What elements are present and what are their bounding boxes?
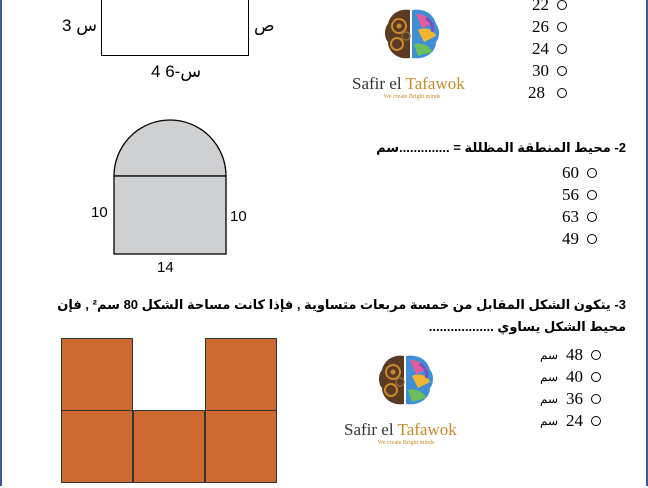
option-value: 56 [562,185,579,204]
option-unit: سم [540,414,559,428]
q2-option[interactable] [562,162,597,184]
q2-shaded-figure [110,118,230,258]
q2-question [206,140,626,156]
radio-bullet[interactable] [587,212,597,222]
q3-option[interactable] [540,388,601,410]
brain-gear-icon [352,4,472,72]
logo-wordmark: Safir el Tafawok [352,74,465,93]
q1-option[interactable] [528,82,567,104]
radio-bullet[interactable] [587,234,597,244]
question-text: يتكون الشكل المقابل من خمسة مربعات متساوية , فإذا كانت مساحة الشكل 80 سم² , فإن محيط الشكل يساوي .................. [57,297,626,334]
q1-option[interactable] [532,0,567,16]
radio-bullet[interactable] [591,416,601,426]
option-value: 40 [566,367,584,386]
square [205,410,277,483]
page-left-border [0,0,2,486]
q3-option[interactable] [540,410,601,432]
radio-bullet[interactable] [557,0,567,10]
q3-question [46,294,626,338]
radio-bullet[interactable] [587,190,597,200]
q2-option[interactable] [562,228,597,250]
q3-options [540,344,601,432]
q2-option[interactable] [562,206,597,228]
option-value: 24 [532,39,549,58]
logo-tagline: We create Bright minds [377,440,435,446]
q1-option[interactable] [532,38,567,60]
radio-bullet[interactable] [591,394,601,404]
q1-side-label: ص [254,16,275,35]
radio-bullet[interactable] [557,22,567,32]
q1-height-label: 3 س [62,16,97,35]
option-unit: سم [540,348,559,362]
option-value: 22 [532,0,549,14]
option-value: 49 [562,229,579,248]
square [61,410,133,483]
question-text: محيط المنطقة المظللة = ..............سم [376,140,611,155]
option-value: 48 [566,345,584,364]
square [61,338,133,411]
radio-bullet[interactable] [557,88,567,98]
square [133,410,205,483]
q3-squares-figure [61,338,277,488]
option-value: 63 [562,207,579,226]
logo-1 [352,4,472,100]
q1-option[interactable] [532,60,567,82]
q2-option[interactable] [562,184,597,206]
q1-rectangle [101,0,249,56]
option-unit: سم [540,392,559,406]
q1-option[interactable] [532,16,567,38]
option-value: 26 [532,17,549,36]
radio-bullet[interactable] [557,66,567,76]
radio-bullet[interactable] [587,168,597,178]
q2-left-side-label: 10 [91,204,108,221]
q2-base-label: 14 [157,259,174,276]
brain-gear-icon [344,350,468,418]
radio-bullet[interactable] [557,44,567,54]
logo-2 [344,350,468,446]
q3-option[interactable] [540,344,601,366]
radio-bullet[interactable] [591,350,601,360]
logo-wordmark: Safir el Tafawok [344,420,457,439]
option-value: 24 [566,411,584,430]
option-value: 30 [532,61,549,80]
logo-tagline: We create Bright minds [383,94,441,100]
q1-width-label: 4 س-6 [151,62,202,81]
q3-option[interactable] [540,366,601,388]
option-unit: سم [540,370,559,384]
option-value: 36 [566,389,584,408]
radio-bullet[interactable] [591,372,601,382]
q2-options [562,162,597,250]
question-number: 3- [614,297,626,312]
option-value: 28 [528,83,545,102]
square [205,338,277,411]
q2-right-side-label: 10 [230,208,247,225]
option-value: 60 [562,163,579,182]
q1-options [528,0,567,104]
question-number: 2- [614,140,626,155]
